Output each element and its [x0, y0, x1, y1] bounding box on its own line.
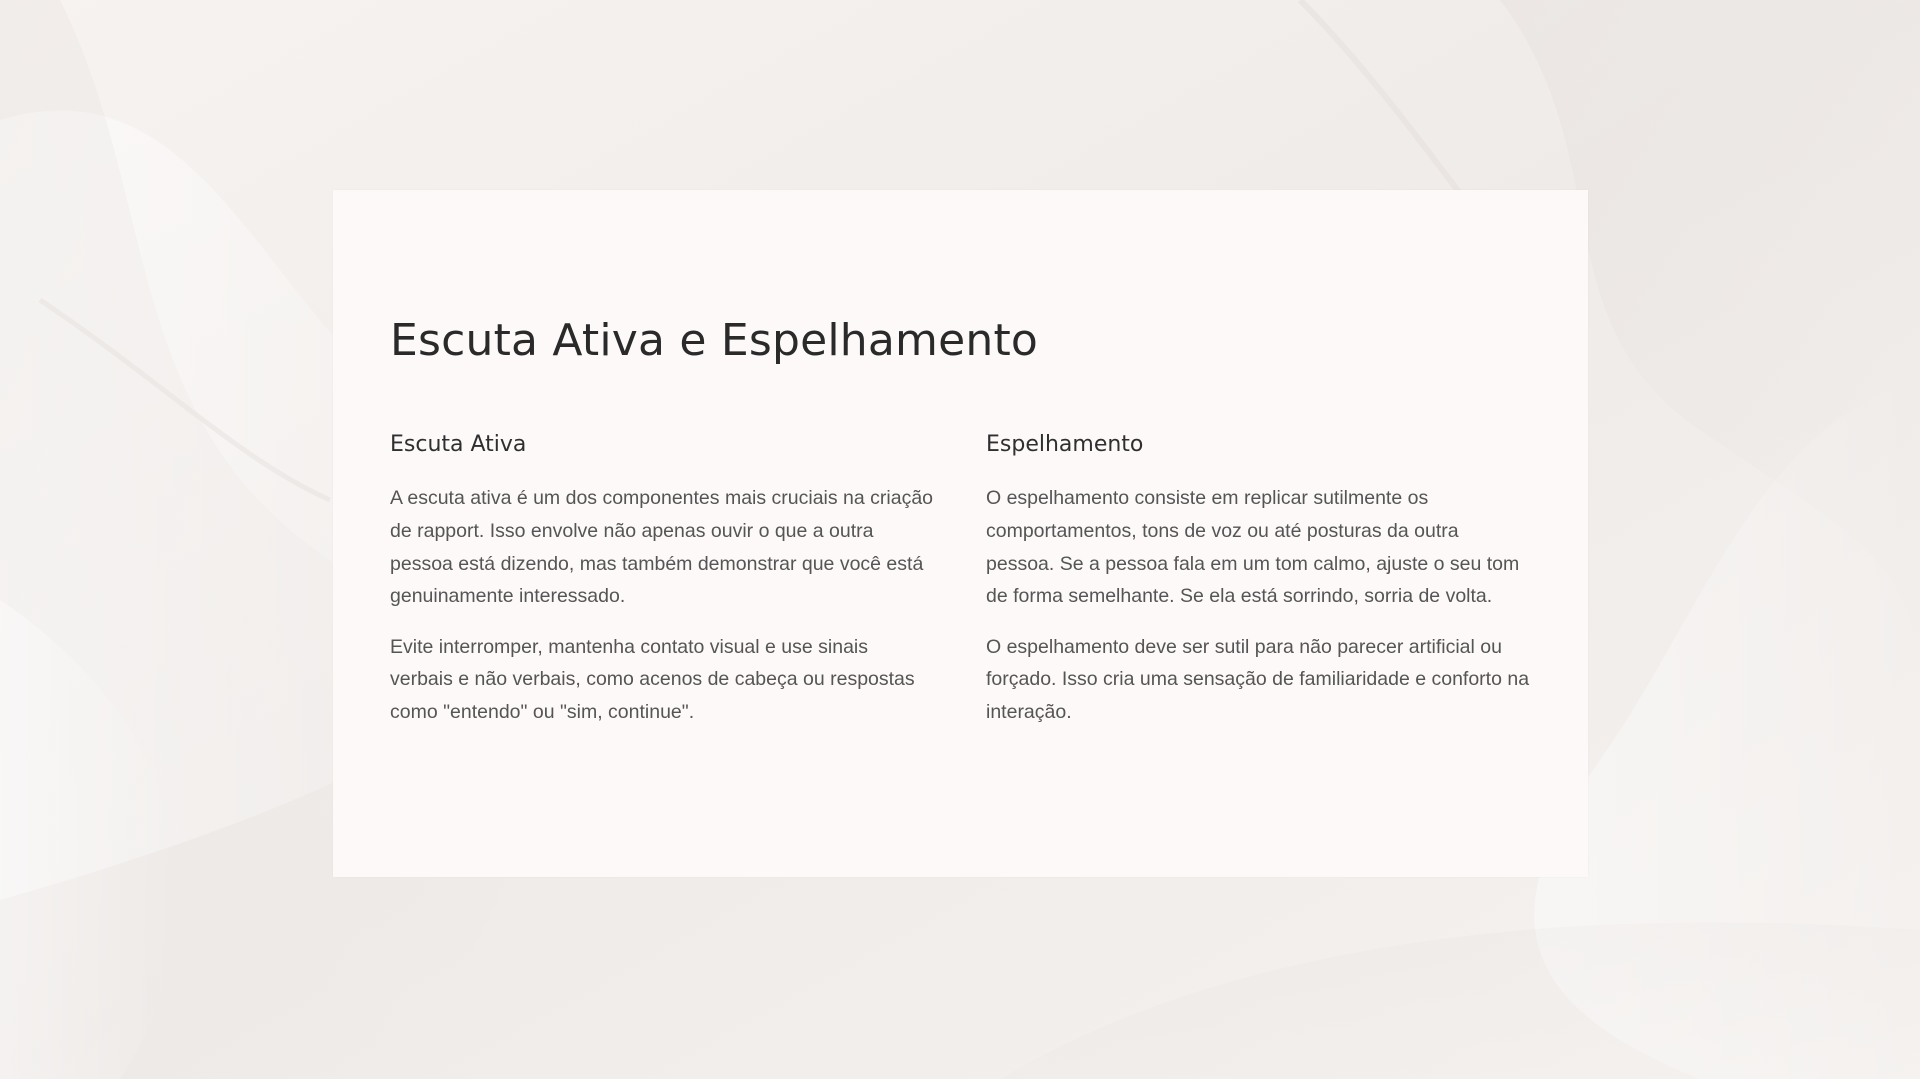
- column-heading: Escuta Ativa: [390, 432, 527, 457]
- column-escuta-ativa: [390, 432, 935, 747]
- column-paragraph: O espelhamento consiste em replicar sutilmente os comportamentos, tons de voz ou até posturas da outra pessoa. Se a pessoa fala em um tom calmo, ajuste o seu tom de forma semelhante. Se ela está sorrindo, sorria de volta.: [986, 487, 1520, 608]
- column-espelhamento: [986, 432, 1531, 747]
- column-paragraph: O espelhamento deve ser sutil para não parecer artificial ou forçado. Isso cria uma sensação de familiaridade e conforto na interação.: [986, 635, 1530, 723]
- content-card: [333, 190, 1588, 877]
- slide-title: Escuta Ativa e Espelhamento: [390, 315, 1039, 366]
- column-paragraph: A escuta ativa é um dos componentes mais cruciais na criação de rapport. Isso envolve não apenas ouvir o que a outra pessoa está dizendo, mas também demonstrar que você está genuinamente interessado.: [390, 487, 934, 608]
- column-heading: Espelhamento: [986, 432, 1144, 457]
- column-paragraph: Evite interromper, mantenha contato visual e use sinais verbais e não verbais, como acenos de cabeça ou respostas como "entendo" ou "sim, continue".: [390, 635, 915, 723]
